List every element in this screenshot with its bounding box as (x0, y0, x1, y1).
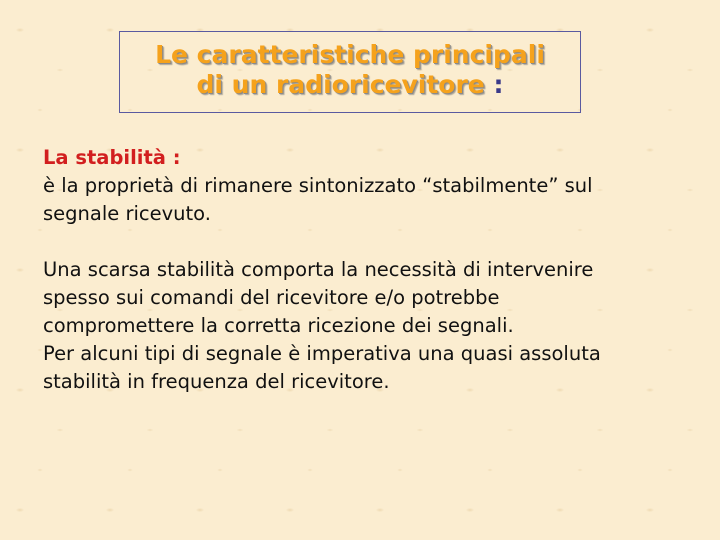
body-text (43, 144, 683, 396)
definition-paragraph (43, 144, 683, 228)
definition-line: segnale ricevuto. (43, 202, 211, 225)
explanation-line: compromettere la corretta ricezione dei segnali. (43, 314, 514, 337)
title-line-1: Le caratteristiche principali (155, 40, 545, 69)
explanation-line: stabilità in frequenza del ricevitore. (43, 370, 390, 393)
definition-line: è la proprietà di rimanere sintonizzato “stabilmente” sul (43, 174, 593, 197)
title-colon: : (493, 70, 504, 99)
title-box (119, 31, 581, 113)
explanation-line: Per alcuni tipi di segnale è imperativa una quasi assoluta (43, 342, 601, 365)
explanation-paragraph (43, 256, 683, 396)
title-line-2 (120, 70, 580, 100)
explanation-line: spesso sui comandi del ricevitore e/o potrebbe (43, 286, 500, 309)
explanation-line: Una scarsa stabilità comporta la necessità di intervenire (43, 258, 594, 281)
title-line-2-text: di un radioricevitore (196, 70, 485, 99)
section-heading: La stabilità : (43, 146, 181, 169)
